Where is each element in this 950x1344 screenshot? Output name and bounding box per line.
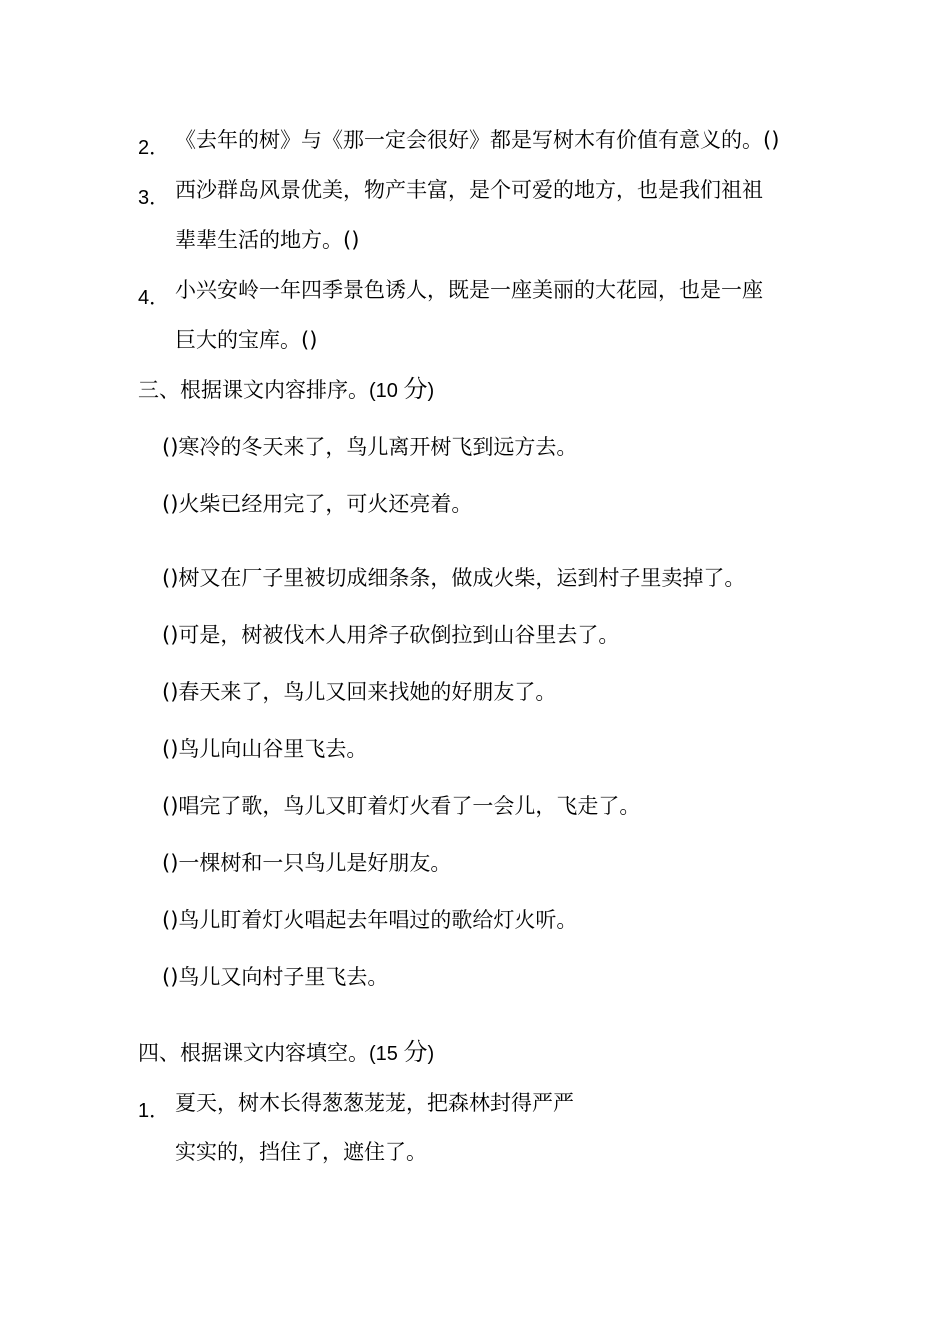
order-item: ()可是，树被伐木人用斧子砍倒拉到山谷里去了。 [162, 623, 620, 647]
section-title-text: 四、根据课文内容填空。 [138, 1041, 369, 1065]
judge-item-3-line-2: 辈辈生活的地方。() [175, 228, 360, 252]
section-score-close: ) [427, 380, 435, 402]
item-number: 3． [138, 187, 170, 209]
section-score-open: (15 [369, 1043, 404, 1065]
judge-item-2-line-1: 《去年的树》与《那一定会很好》都是写树木有价值有意义的。() [175, 128, 780, 152]
order-item: ()春天来了，鸟儿又回来找她的好朋友了。 [162, 680, 557, 704]
judge-item-4-line-1: 小兴安岭一年四季景色诱人，既是一座美丽的大花园，也是一座 [175, 278, 763, 302]
section-4-title [138, 1040, 434, 1064]
order-item: ()寒冷的冬天来了，鸟儿离开树飞到远方去。 [162, 435, 578, 459]
section-score-unit: 分 [403, 1038, 428, 1066]
order-item: ()鸟儿盯着灯火唱起去年唱过的歌给灯火听。 [162, 908, 578, 932]
order-item: ()一棵树和一只鸟儿是好朋友。 [162, 851, 452, 875]
judge-item-3-line-1: 西沙群岛风景优美，物产丰富，是个可爱的地方，也是我们祖祖 [175, 178, 763, 202]
item-number: 4． [138, 287, 170, 309]
fill-item-1-line-1: 夏天，树木长得葱葱茏茏，把森林封得严严 [175, 1091, 574, 1115]
item-number: 2． [138, 137, 170, 159]
item-number: 1． [138, 1100, 170, 1122]
section-score-open: (10 [369, 380, 404, 402]
section-title-text: 三、根据课文内容排序。 [138, 378, 369, 402]
order-item: ()树又在厂子里被切成细条条，做成火柴，运到村子里卖掉了。 [162, 566, 746, 590]
fill-item-1-line-2: 实实的，挡住了，遮住了。 [175, 1140, 427, 1164]
section-3-title [138, 377, 434, 401]
judge-item-4-line-2: 巨大的宝库。() [175, 328, 318, 352]
section-score-unit: 分 [403, 375, 428, 403]
order-item: ()鸟儿向山谷里飞去。 [162, 737, 368, 761]
section-score-close: ) [427, 1043, 435, 1065]
order-item: ()唱完了歌，鸟儿又盯着灯火看了一会儿，飞走了。 [162, 794, 641, 818]
order-item: ()火柴已经用完了，可火还亮着。 [162, 492, 473, 516]
order-item: ()鸟儿又向村子里飞去。 [162, 965, 389, 989]
